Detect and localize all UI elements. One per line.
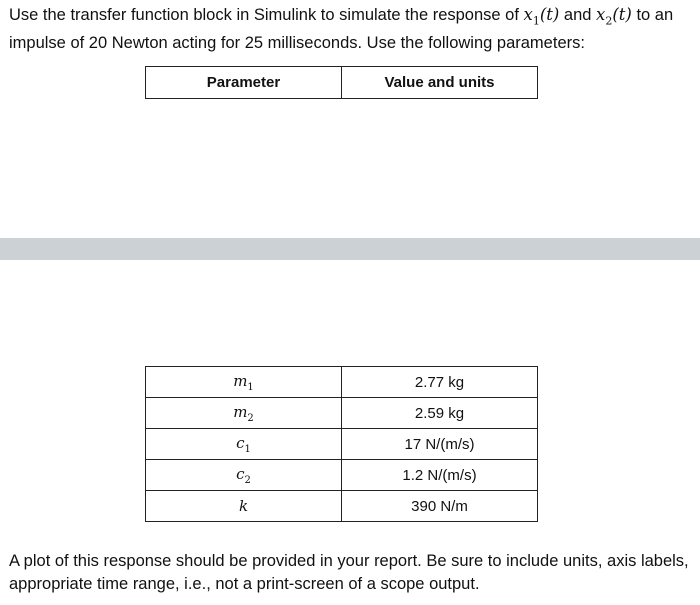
parameter-value: 2.77 kg xyxy=(342,367,538,398)
parameter-value: 2.59 kg xyxy=(342,398,538,429)
parameter-header-table xyxy=(145,66,538,99)
intro-text-2: and xyxy=(559,6,597,24)
table-row xyxy=(146,491,538,522)
x1-variable: $x_1(t)$ xyxy=(523,5,560,28)
x2-variable: $x_2(t)$ xyxy=(596,5,632,28)
intro-text-3: to an impulse of 20 Newton acting for 25 milliseconds. Use the following parameters: xyxy=(9,6,674,53)
header-parameter: Parameter xyxy=(146,67,342,99)
intro-text-1: Use the transfer function block in Simulink to simulate the response of xyxy=(9,6,524,24)
parameter-symbol: k xyxy=(146,491,342,522)
parameter-value: 17 N/(m/s) xyxy=(342,429,538,460)
parameter-symbol: $c_1$ xyxy=(146,429,342,460)
parameter-symbol: $m_2$ xyxy=(146,398,342,429)
outro-paragraph: A plot of this response should be provided in your report. Be sure to include units, axis labels, appropriate time range, i.e., not a print-screen of a scope output. xyxy=(9,552,689,593)
header-row xyxy=(146,67,538,99)
parameter-values-table xyxy=(145,366,538,522)
table-row xyxy=(146,367,538,398)
table-row xyxy=(146,398,538,429)
table-row xyxy=(146,429,538,460)
parameter-value: 1.2 N/(m/s) xyxy=(342,460,538,491)
header-value-units: Value and units xyxy=(342,67,538,99)
parameter-symbol: $m_1$ xyxy=(146,367,342,398)
table-row xyxy=(146,460,538,491)
parameter-value: 390 N/m xyxy=(342,491,538,522)
gray-divider-bar xyxy=(0,238,700,260)
intro-paragraph xyxy=(9,4,697,54)
parameter-symbol: $c_2$ xyxy=(146,460,342,491)
